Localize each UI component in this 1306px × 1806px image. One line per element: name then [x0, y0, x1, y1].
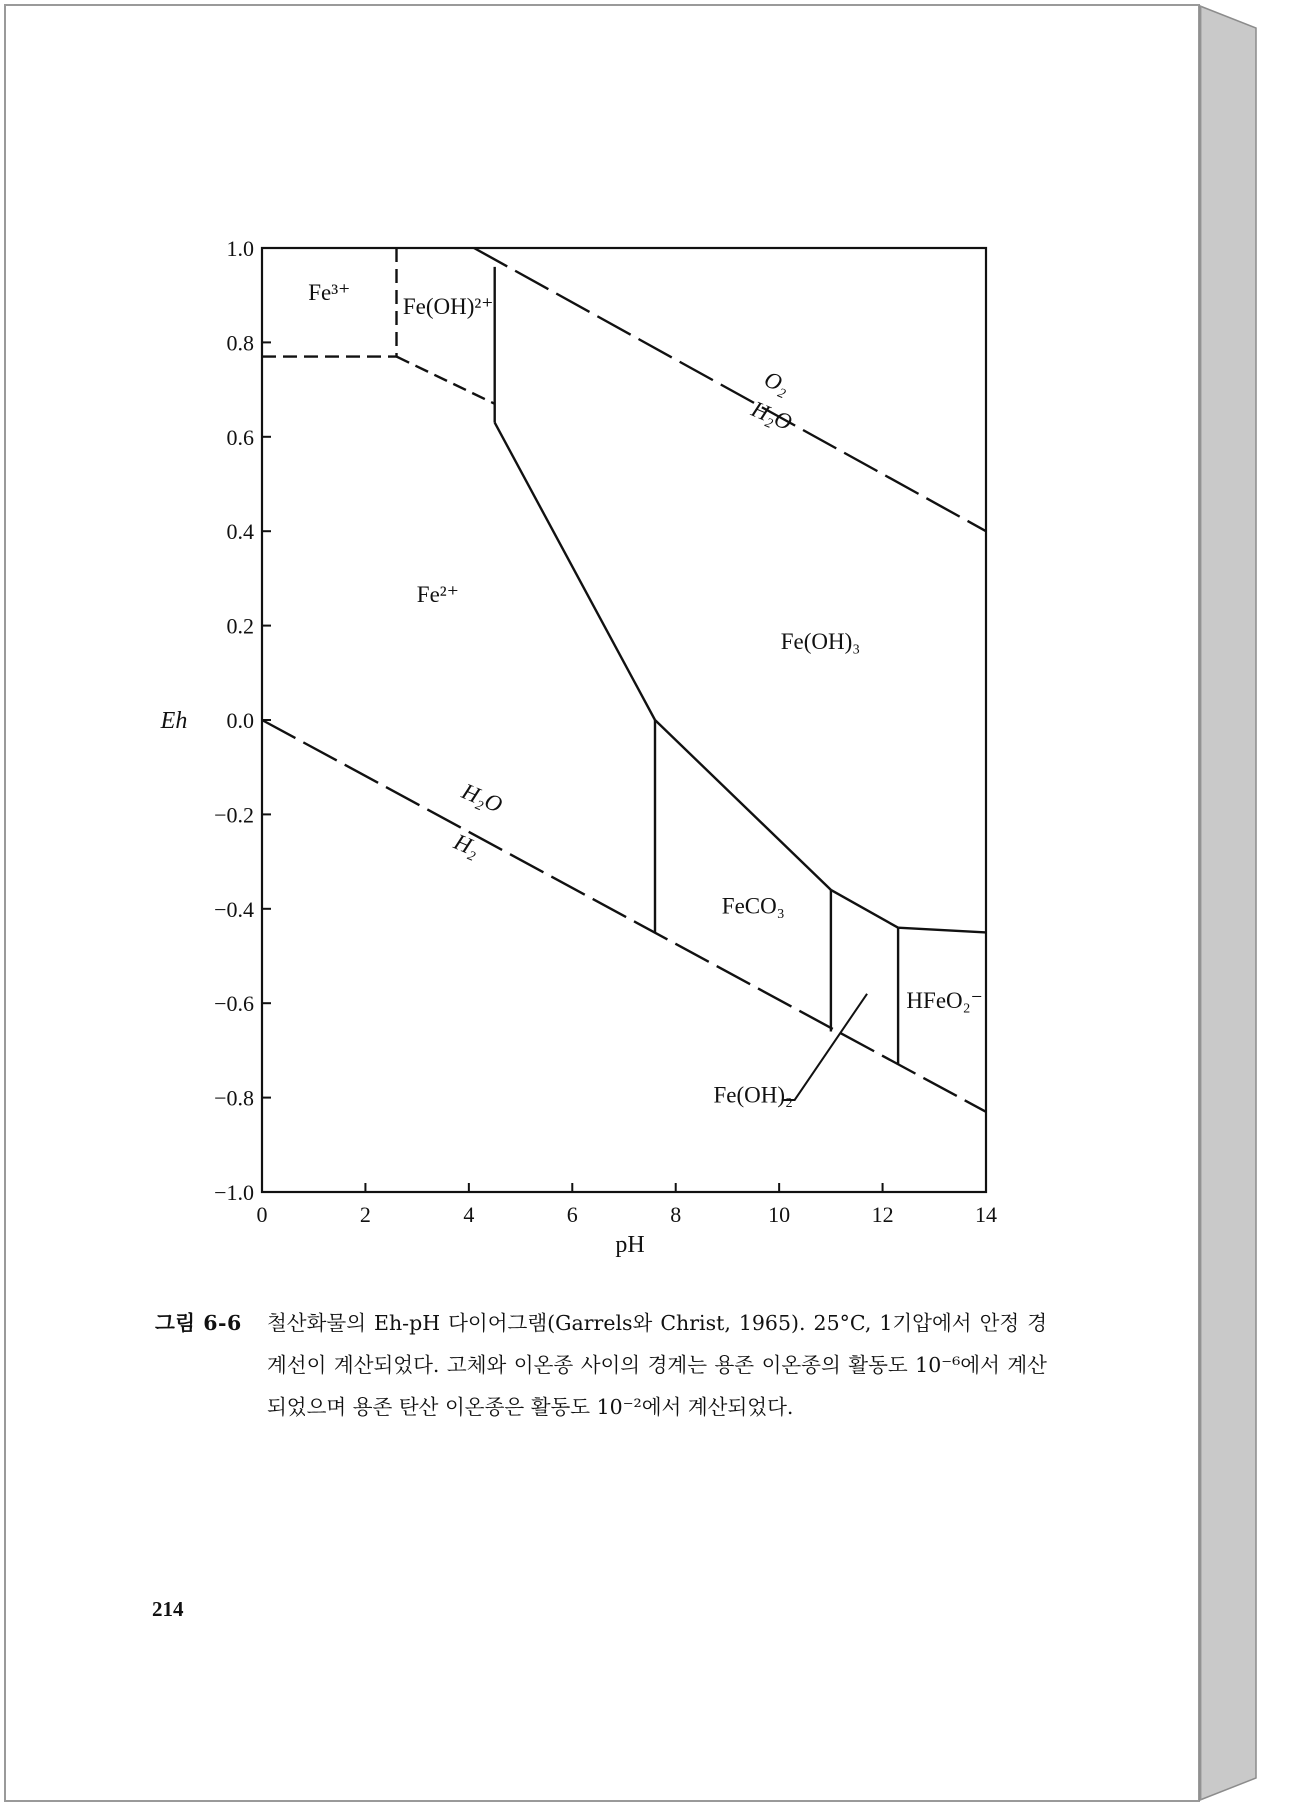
x-axis-label: pH [615, 1232, 645, 1258]
region-label: Fe(OH)²⁺ [402, 294, 494, 320]
page-number: 214 [152, 1597, 184, 1621]
fe-oh2-leader [782, 994, 867, 1100]
region-label: Fe(OH)₃ [780, 629, 861, 655]
region-label: H₂O [747, 396, 796, 436]
y-tick-label: −0.4 [214, 896, 254, 922]
boundary-line [495, 423, 655, 720]
region-label: HFeO₂⁻ [906, 987, 983, 1013]
region-label: FeCO₃ [721, 893, 785, 919]
x-tick-label: 2 [359, 1202, 371, 1227]
region-label: Fe³⁺ [308, 279, 351, 305]
x-tick-label: 10 [768, 1202, 791, 1227]
region-label: H₂ [450, 828, 483, 862]
y-tick-label: −0.8 [214, 1085, 254, 1111]
plot-border [262, 248, 986, 1192]
region-label: H₂O [458, 778, 506, 818]
x-tick-label: 6 [566, 1202, 578, 1227]
caption-text: 철산화물의 Eh-pH 다이어그램(Garrels와 Christ, 1965). 25°C, 1기압에서 안정 경계선이 계산되었다. 고체와 이온종 사이의 경계는 용존 이온종의 활동도 10⁻⁶에서 계산되었으며 용존 탄산 이온종은 활동도 10⁻²에서 계산되었다. [267, 1311, 1047, 1419]
y-tick-label: 0.8 [226, 330, 254, 356]
boundary-line [655, 720, 831, 890]
boundary-line [397, 357, 495, 404]
y-tick-label: 0.4 [226, 519, 254, 545]
y-tick-label: 0.6 [226, 424, 254, 450]
x-tick-label: 12 [871, 1202, 894, 1227]
boundary-line [474, 248, 986, 531]
y-axis-label: Eh [160, 708, 188, 734]
x-tick-label: 14 [975, 1202, 997, 1227]
x-tick-label: 0 [256, 1202, 268, 1227]
x-tick-label: 4 [463, 1202, 475, 1227]
region-label: Fe(OH)₂ [713, 1082, 794, 1108]
region-label: O₂ [760, 366, 794, 400]
boundary-line [898, 928, 986, 933]
y-tick-label: −0.6 [214, 991, 254, 1017]
y-tick-label: 1.0 [226, 236, 254, 261]
boundary-line [831, 890, 898, 928]
region-label: Fe²⁺ [416, 582, 459, 607]
y-tick-label: 0.2 [226, 613, 254, 639]
plot-frame [262, 248, 986, 1192]
y-tick-label: −1.0 [214, 1180, 254, 1205]
boundary-lines [262, 248, 986, 1112]
leader-line [782, 994, 867, 1100]
caption-label: 그림 6-6 [155, 1311, 242, 1335]
axis-ticks [160, 236, 997, 1258]
x-tick-label: 8 [670, 1202, 682, 1227]
y-tick-label: 0.0 [226, 708, 254, 733]
region-labels [308, 280, 983, 1107]
y-tick-label: −0.2 [214, 802, 254, 828]
